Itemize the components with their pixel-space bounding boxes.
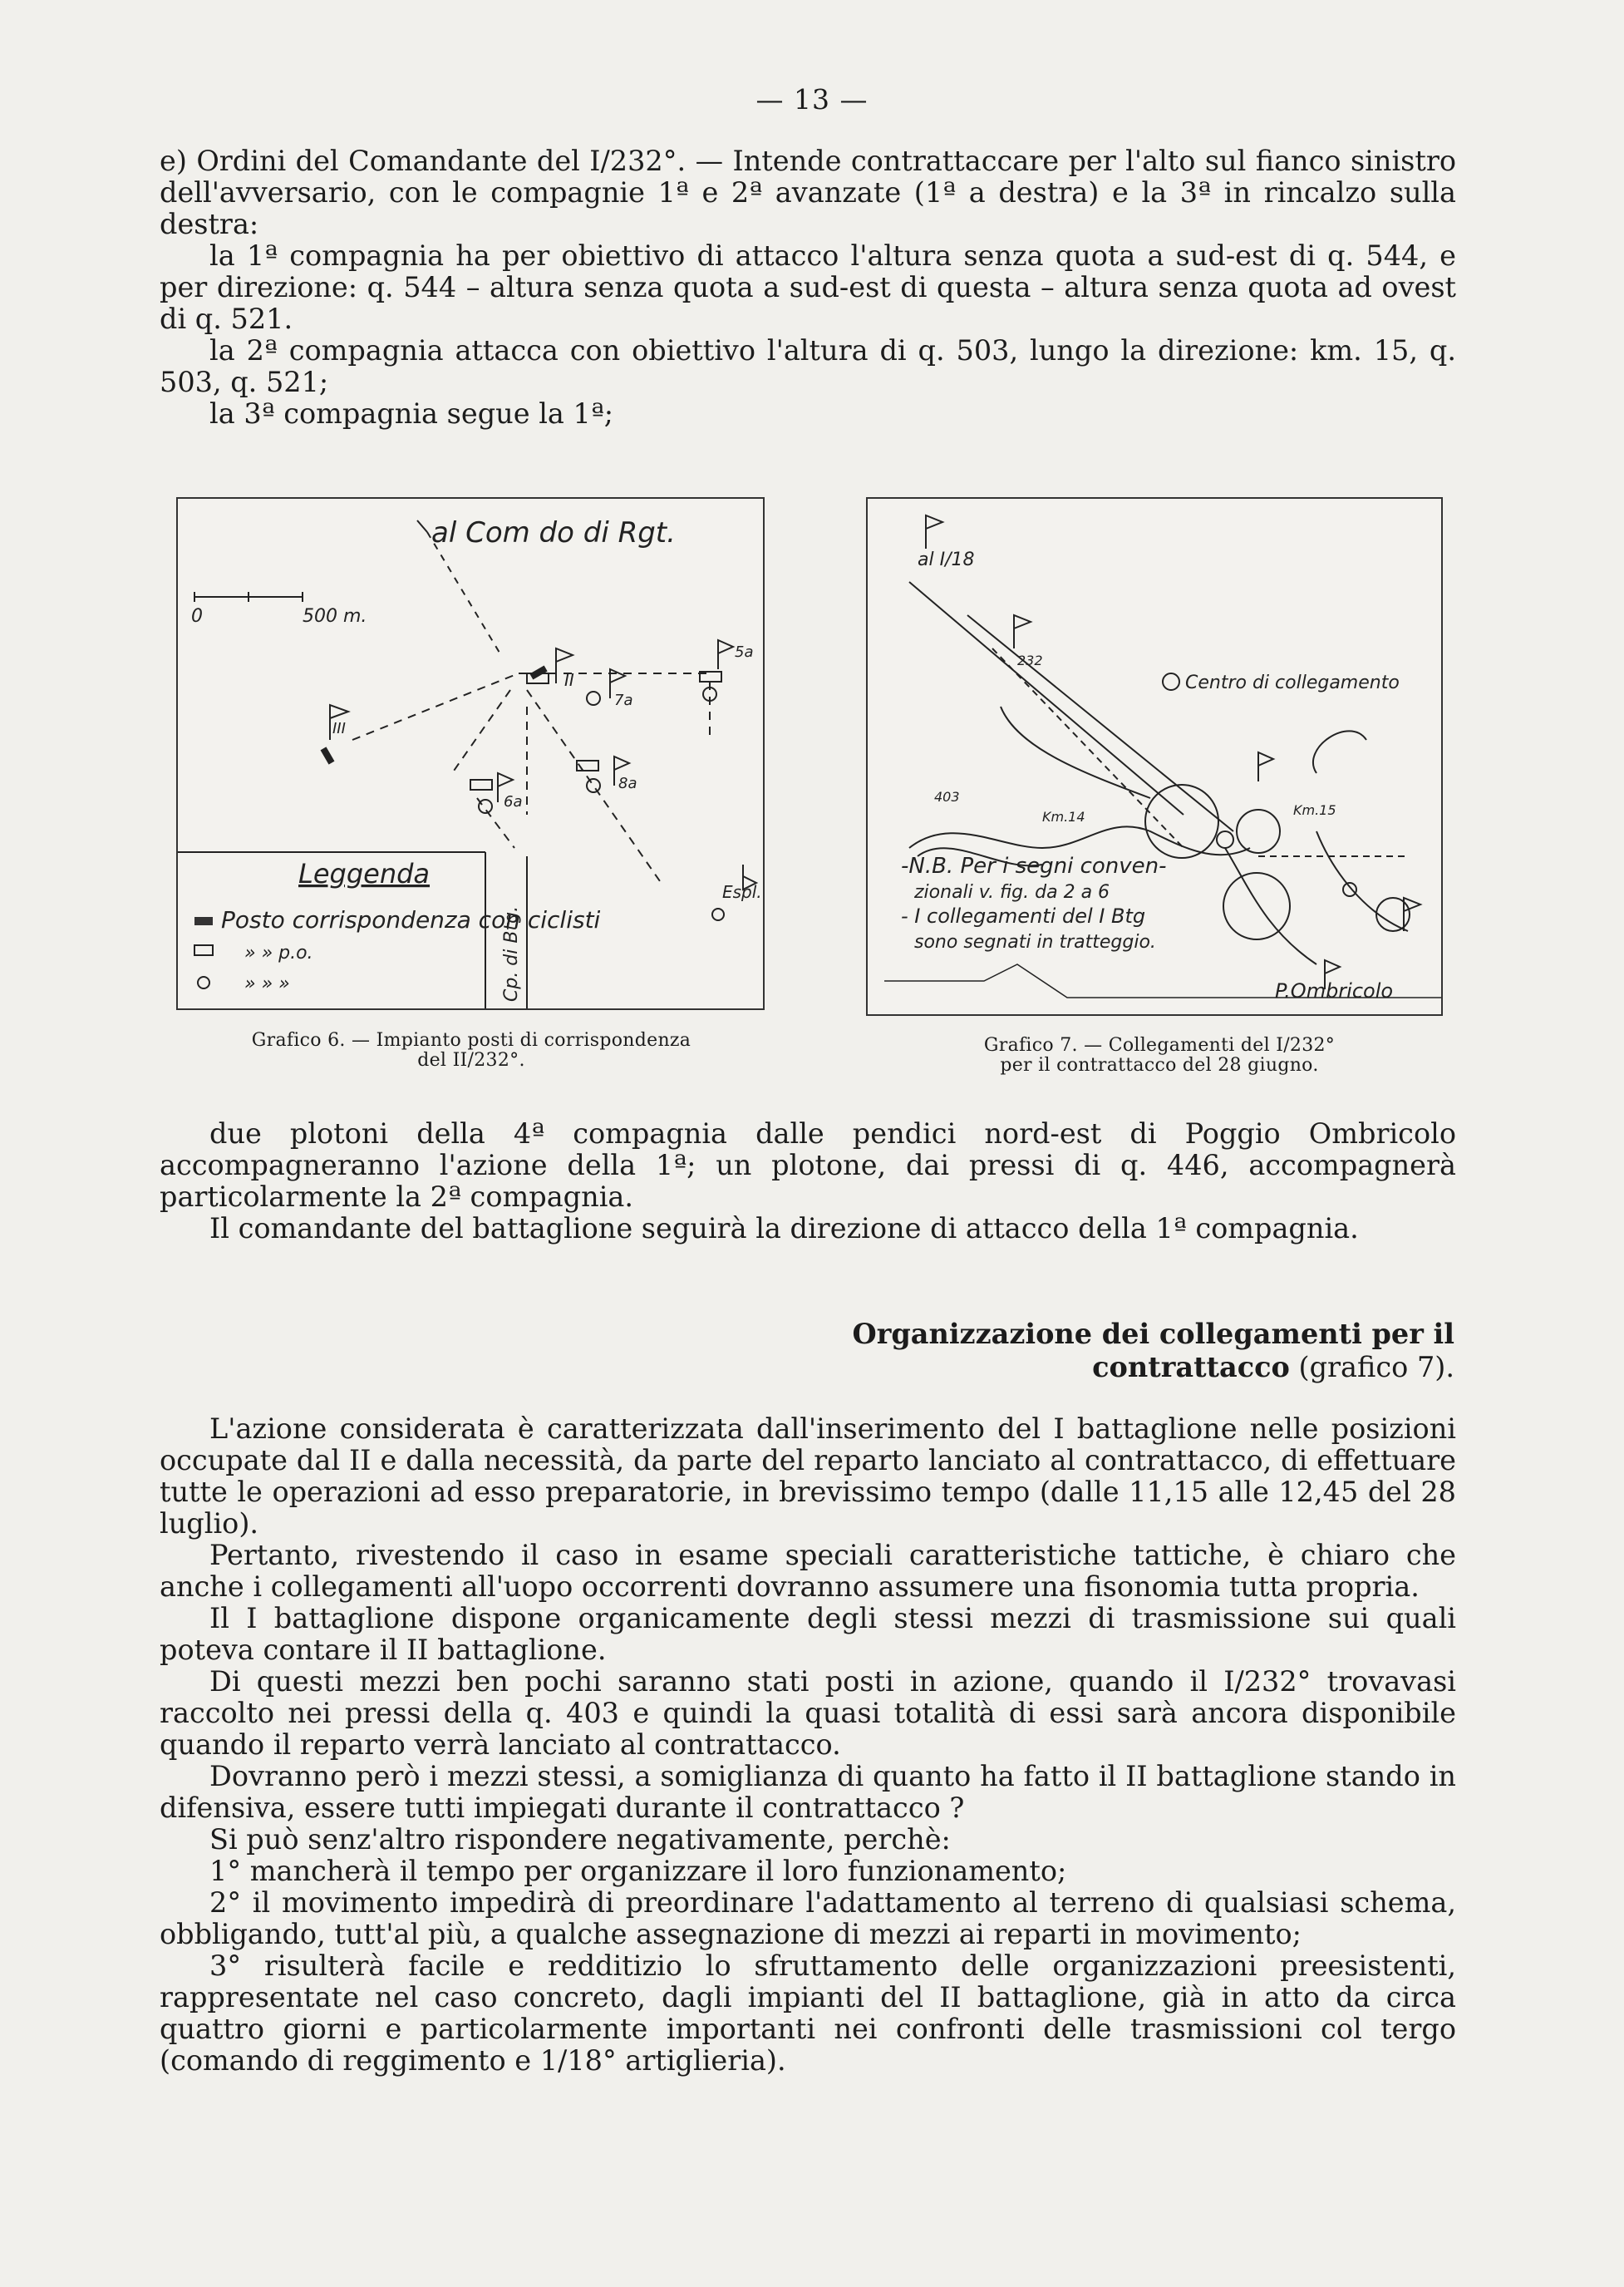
- section-heading: [790, 1318, 1454, 1384]
- figure-6-caption: Grafico 6. — Impianto posti di corrispondenza del II/232°.: [251, 1030, 691, 1071]
- svg-text:Km.14: Km.14: [1042, 809, 1085, 825]
- fig7-note-4: sono segnati in tratteggio.: [914, 932, 1156, 953]
- fig7-note-1: -N.B. Per i segni conven-: [901, 854, 1167, 879]
- fig7-ombricolo: P.Ombricolo: [1275, 979, 1394, 1003]
- body-paragraph-9: 3° risulterà facile e redditizio lo sfruttamento delle organizzazioni preesistenti, rappresentate nel caso concreto, dagli impianti del II battaglione, già in atto da circa quattro giorni e particolarmente importanti nei confronti delle trasmissioni col tergo (comando di reggimento e 1/18° artiglieria).: [160, 1949, 1456, 2077]
- svg-text:5a: 5a: [735, 643, 754, 661]
- fig6-legend-side: Cp. di Btg.: [501, 905, 522, 1002]
- body-paragraph-7: 1° mancherà il tempo per organizzare il loro funzionamento;: [209, 1855, 1067, 1887]
- fig6-esp: Espl.: [722, 882, 762, 902]
- page-number: — 13 —: [755, 83, 869, 116]
- body-paragraph-5: Dovranno però i mezzi stessi, a somiglianza di quanto ha fatto il II battaglione stando in difensiva, essere tutti impiegati durante il contrattacco ?: [160, 1760, 1456, 1824]
- body-paragraph-1: L'azione considerata è caratterizzata dall'inserimento del I battaglione nelle posizioni occupate dal II e dalla necessità, da parte del reparto lanciato al contrattacco, di effettuare tutte le operazioni ad esso preparatorie, in brevissimo tempo (dalle 11,15 alle 12,45 del 28 luglio).: [160, 1412, 1456, 1540]
- body-paragraph-8: 2° il movimento impedirà di preordinare l'adattamento al terreno di qualsiasi schema, obbligando, tutt'al più, a qualche assegnazione di mezzi ai reparti in movimento;: [160, 1886, 1456, 1950]
- fig7-note-2: zionali v. fig. da 2 a 6: [914, 882, 1110, 903]
- fig6-legend-title: Leggenda: [298, 858, 431, 890]
- svg-text:6a: 6a: [504, 793, 523, 811]
- svg-text:III: III: [332, 720, 346, 737]
- post-circle: [587, 692, 600, 705]
- fig7-note-3: - I collegamenti del I Btg: [901, 904, 1146, 928]
- svg-text:8a: 8a: [618, 775, 637, 792]
- fig6-legend-2: » » p.o.: [244, 943, 313, 964]
- section-heading-bold: Organizzazione dei collegamenti per il contrattacco: [852, 1318, 1454, 1383]
- legend-circle-icon: [1163, 673, 1179, 690]
- svg-text:0: 0: [191, 606, 203, 627]
- svg-text:403: 403: [934, 789, 960, 805]
- middle-paragraph-2: Il comandante del battaglione seguirà la direzione di attacco della 1ª compagnia.: [209, 1212, 1359, 1245]
- figure-7-diagram: [868, 499, 1441, 1014]
- flag-icon: [926, 515, 942, 549]
- orders-section: [160, 145, 1456, 430]
- arrow-line: [417, 520, 427, 532]
- figure-6: [176, 497, 765, 1010]
- svg-text:Km.15: Km.15: [1293, 802, 1336, 818]
- orders-item-3: la 3ª compagnia segue la 1ª;: [209, 397, 614, 430]
- section-heading-ref: (grafico 7).: [1298, 1351, 1454, 1383]
- flag-icon: [1014, 615, 1031, 648]
- middle-paragraph-1: due plotoni della 4ª compagnia dalle pendici nord-est di Poggio Ombricolo accompagneranno l'azione della 1ª; un plotone, dai pressi di q. 446, accompagnerà particolarmente la 2ª compagnia.: [160, 1117, 1456, 1213]
- fig7-header: al I/18: [918, 550, 975, 570]
- figure-7-caption: Grafico 7. — Collegamenti del I/232° per il contrattacco del 28 giugno.: [983, 1035, 1336, 1076]
- svg-text:232: 232: [1017, 653, 1043, 668]
- fig6-header: al Com do di Rgt.: [431, 516, 676, 550]
- body-section: [160, 1413, 1456, 2077]
- middle-section: [160, 1118, 1456, 1245]
- post-rect: [470, 780, 492, 790]
- centro-collegamento: [1145, 785, 1218, 858]
- dashed-link: [427, 532, 502, 657]
- figure-6-diagram: [178, 499, 763, 1008]
- fig7-centro: Centro di collegamento: [1185, 673, 1400, 693]
- body-paragraph-6: Si può senz'altro rispondere negativamente, perchè:: [209, 1823, 951, 1856]
- orders-paragraph: e) Ordini del Comandante del I/232°. — Intende contrattaccare per l'alto sul fianco sinistro dell'avversario, con le compagnie 1ª e 2ª avanzate (1ª a destra) e la 3ª in rincalzo sulla destra:: [160, 145, 1456, 240]
- figure-7: [866, 497, 1443, 1016]
- fig6-legend-1: Posto corrispondenza con ciclisti: [221, 906, 601, 934]
- flag-icon: [718, 640, 733, 669]
- body-paragraph-2: Pertanto, rivestendo il caso in esame speciali caratteristiche tattiche, è chiaro che anche i collegamenti all'uopo occorrenti dovranno assumere una fisonomia tutta propria.: [160, 1539, 1456, 1603]
- svg-text:II: II: [564, 670, 574, 690]
- orders-item-2: la 2ª compagnia attacca con obiettivo l'altura di q. 503, lungo la direzione: km. 15, q. 503, q. 521;: [160, 334, 1456, 398]
- fig6-legend-3: » » »: [244, 973, 290, 994]
- orders-item-1: la 1ª compagnia ha per obiettivo di attacco l'altura senza quota a sud-est di q. 544, e per direzione: q. 544 – altura senza quota a sud-est di questa – altura senza quota ad ovest di q. 521.: [160, 239, 1456, 335]
- post-circle: [479, 800, 492, 813]
- body-paragraph-3: Il I battaglione dispone organicamente degli stessi mezzi di trasmissione sui quali poteva contare il II battaglione.: [160, 1602, 1456, 1666]
- fig6-scale: 500 m.: [303, 606, 367, 627]
- svg-text:7a: 7a: [614, 692, 633, 709]
- body-paragraph-4: Di questi mezzi ben pochi saranno stati posti in azione, quando il I/232° trovavasi raccolto nei pressi della q. 403 e quindi la quasi totalità di essi sarà ancora disponibile quando il reparto verrà lanciato al contrattacco.: [160, 1665, 1456, 1761]
- post-circle: [587, 779, 600, 792]
